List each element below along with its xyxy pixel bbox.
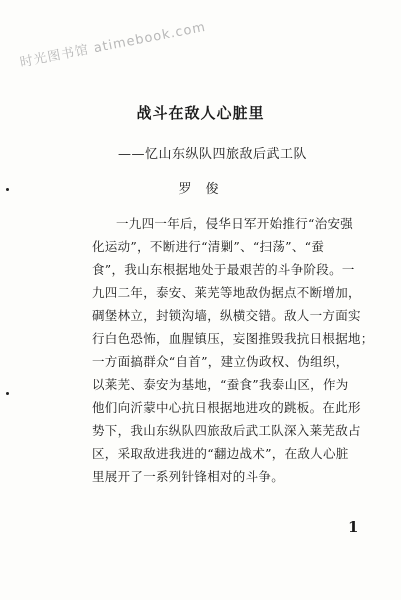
- body-line: 九四二年，泰安、莱芜等地敌伪据点不断增加，: [92, 285, 361, 300]
- scan-speck: [6, 392, 9, 395]
- body-line: 势下，我山东纵队四旅敌后武工队深入莱芜敌占: [92, 423, 361, 438]
- article-body: [92, 212, 374, 488]
- body-line: 里展开了一系列针锋相对的斗争。: [92, 469, 285, 484]
- watermark: 时光图书馆 atimebook.com: [18, 19, 208, 71]
- body-line: 化运动”，不断进行“清剿”、“扫荡”、“蚕: [92, 239, 325, 254]
- page-number: 1: [348, 518, 359, 536]
- body-line: 行白色恐怖，血腥镇压，妄图推毁我抗日根据地；: [92, 331, 374, 346]
- article-title: 战斗在敌人心脏里: [136, 104, 265, 122]
- body-line: 一方面搞群众“自首”，建立伪政权、伪组织，: [92, 354, 349, 369]
- body-line: 食”，我山东根据地处于最艰苦的斗争阶段。一: [92, 262, 355, 277]
- body-line: 区，采取敌进我进的“翻边战术”，在敌人心脏: [92, 446, 349, 461]
- article-subtitle: ——忆山东纵队四旅敌后武工队: [118, 147, 308, 162]
- body-line: 他们向沂蒙中心抗日根据地进攻的跳板。在此形: [92, 400, 361, 415]
- body-line: 一九四一年后，侵华日军开始推行“治安强: [116, 216, 354, 231]
- author-name: 罗俊: [178, 182, 233, 197]
- body-line: 碉堡林立，封锁沟墙，纵横交错。敌人一方面实: [92, 308, 361, 323]
- body-line: 以莱芜、泰安为基地，“蚕食”我泰山区，作为: [92, 377, 349, 392]
- scan-speck: [6, 188, 9, 191]
